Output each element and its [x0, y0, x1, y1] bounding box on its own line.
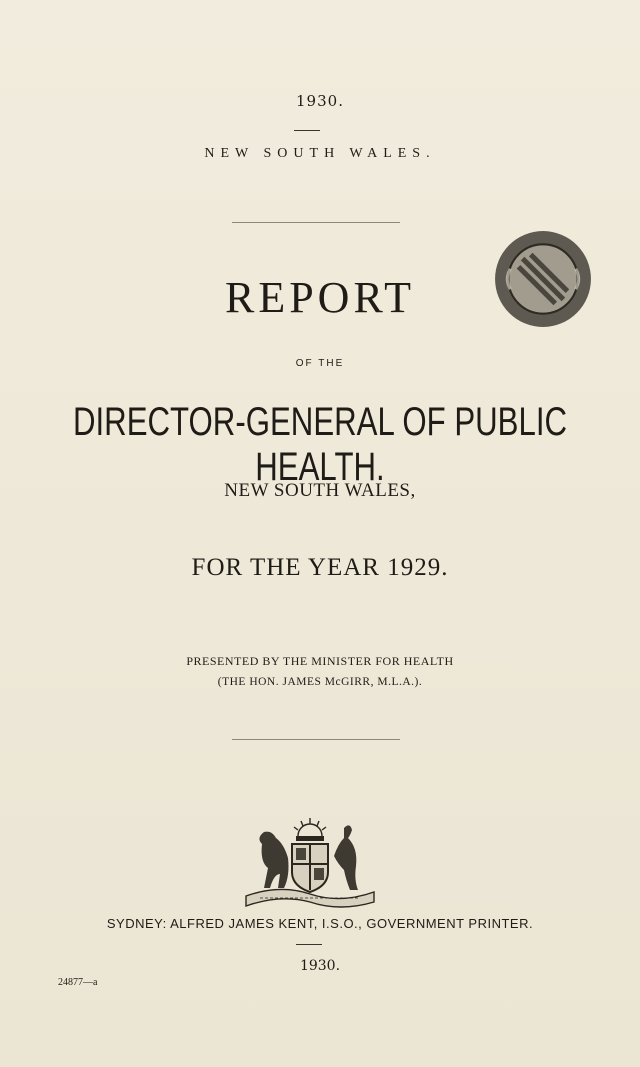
short-rule-bottom — [296, 944, 322, 945]
report-title: REPORT — [224, 273, 416, 322]
catalog-number: 24877—a — [58, 977, 98, 988]
of-the-label: OF THE — [295, 358, 345, 369]
divider-rule-lower — [232, 739, 400, 740]
top-year: 1930. — [296, 92, 344, 110]
minister-name-line: (THE HON. JAMES McGIRR, M.L.A.). — [217, 676, 423, 688]
report-period: FOR THE YEAR 1929. — [191, 554, 449, 581]
presented-by-line: PRESENTED BY THE MINISTER FOR HEALTH — [186, 654, 454, 668]
library-stamp-icon — [492, 228, 594, 330]
region-subtitle: NEW SOUTH WALES, — [224, 480, 416, 501]
coat-of-arms-icon — [240, 814, 380, 910]
divider-rule-upper — [232, 222, 400, 223]
short-rule-top — [294, 130, 320, 131]
office-title: DIRECTOR-GENERAL OF PUBLIC HEALTH. — [72, 400, 568, 489]
bottom-year: 1930. — [299, 958, 341, 974]
state-heading: NEW SOUTH WALES. — [204, 146, 436, 161]
printer-imprint: SYDNEY: ALFRED JAMES KENT, I.S.O., GOVERNMENT PRINTER. — [106, 916, 534, 931]
